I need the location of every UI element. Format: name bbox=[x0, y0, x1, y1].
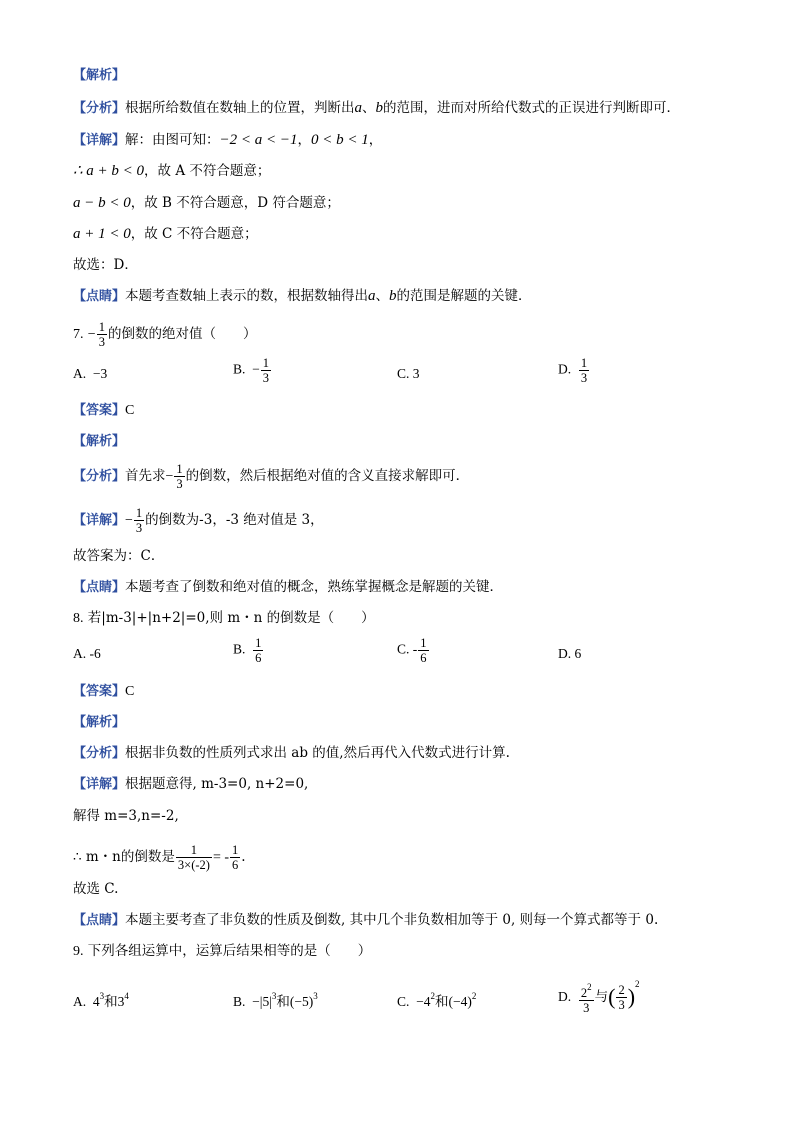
power-base: 4 bbox=[92, 994, 100, 1009]
and-word: 与 bbox=[594, 989, 609, 1004]
paren-expression: (−4) bbox=[448, 994, 472, 1009]
option-label: D. bbox=[558, 361, 572, 377]
fraction-denominator: 6 bbox=[255, 651, 262, 665]
fraction-numerator: 1 bbox=[135, 506, 143, 520]
q8-option-a: A. -6 bbox=[73, 646, 101, 661]
jiexi-tag: 【解析】 bbox=[73, 715, 126, 730]
q8-result bbox=[73, 843, 246, 872]
power-exponent: 2 bbox=[587, 982, 592, 993]
q7-option-a bbox=[73, 366, 107, 382]
q9-option-d bbox=[558, 976, 640, 1015]
q7-jiexi-heading bbox=[73, 433, 125, 450]
q8-stem-text: 若|m-3|+|n+2|=0,则 m・n 的倒数是（ ） bbox=[87, 610, 375, 626]
fraction-denominator: 3×(-2) bbox=[177, 858, 210, 872]
fraction-numerator: 1 bbox=[580, 356, 588, 370]
fraction-numerator: 1 bbox=[98, 320, 105, 334]
q6-line-a bbox=[73, 163, 270, 179]
q7-stem bbox=[73, 320, 256, 349]
option-value: −3 bbox=[92, 366, 108, 381]
fraction bbox=[174, 462, 184, 491]
q7-dianjing-text: 本题考查了倒数和绝对值的概念，熟练掌握概念是解题的关键． bbox=[125, 579, 504, 595]
fraction-numerator bbox=[579, 980, 594, 1001]
power-exponent: 3 bbox=[271, 991, 277, 1001]
q7-option-d bbox=[558, 356, 590, 385]
answer-value: C bbox=[125, 403, 135, 418]
and-word: 和 bbox=[104, 994, 118, 1009]
var-b: b bbox=[375, 100, 384, 116]
xiangjie-tag: 【详解】 bbox=[73, 133, 126, 148]
power-exponent: 2 bbox=[471, 991, 477, 1001]
q6-choice: 故选：D． bbox=[73, 257, 138, 273]
left-paren: ( bbox=[608, 984, 616, 1009]
and-word: 和 bbox=[276, 994, 290, 1009]
fraction-numerator: 1 bbox=[255, 636, 262, 650]
q8-option-b bbox=[233, 636, 264, 665]
option-label: B. bbox=[233, 641, 246, 657]
neg-sign: − bbox=[125, 513, 133, 528]
answer-value: C bbox=[125, 684, 135, 699]
q7-fenxi bbox=[73, 462, 469, 491]
q7-fenxi-pre: 首先求 bbox=[125, 468, 166, 484]
fraction-numerator: 1 bbox=[262, 356, 270, 370]
fraction-numerator: 2 bbox=[618, 983, 625, 998]
fraction bbox=[97, 320, 107, 349]
fraction bbox=[253, 636, 263, 665]
dianjing-tag: 【点睛】 bbox=[73, 580, 126, 595]
daan-tag: 【答案】 bbox=[73, 684, 126, 699]
q6-expr-b: a − b < 0 bbox=[73, 195, 131, 211]
fraction-numerator: 1 bbox=[176, 843, 212, 858]
q6-xiangjie-pre: 解：由图可知： bbox=[125, 132, 220, 148]
fraction-numerator: 1 bbox=[176, 462, 183, 476]
fraction bbox=[579, 980, 594, 1015]
q8-fenxi-text: 根据非负数的性质列式求出 ab 的值,然后再代入代数式进行计算. bbox=[125, 745, 510, 761]
power-base: −4 bbox=[416, 994, 431, 1009]
q9-option-a bbox=[73, 988, 129, 1010]
fraction bbox=[579, 356, 589, 385]
question-number: 7. bbox=[73, 327, 84, 342]
power-exponent: 2 bbox=[635, 979, 640, 989]
comma: ， bbox=[368, 132, 383, 148]
q6-expr-c: a + 1 < 0 bbox=[73, 226, 131, 242]
q7-option-b bbox=[233, 356, 272, 385]
and-word: 和 bbox=[435, 994, 449, 1009]
q8-stem bbox=[73, 610, 375, 627]
q6-range-a: −2 < a < −1 bbox=[219, 132, 298, 148]
option-label: D. bbox=[558, 989, 572, 1004]
q9-option-b bbox=[233, 988, 318, 1010]
fraction-denominator: 3 bbox=[618, 998, 625, 1013]
q8-option-c bbox=[397, 636, 430, 665]
fraction-denominator: 6 bbox=[232, 858, 239, 872]
option-label: A. bbox=[73, 994, 87, 1009]
q7-conclusion: 故答案为：C． bbox=[73, 548, 165, 564]
fraction-denominator: 3 bbox=[262, 371, 270, 385]
q6-line-c bbox=[73, 226, 258, 242]
q6-dianjing-pre: 本题考查数轴上表示的数，根据数轴得出 bbox=[125, 288, 369, 304]
fraction-denominator: 3 bbox=[98, 335, 105, 349]
power-base: 2 bbox=[580, 986, 588, 1001]
fenxi-tag: 【分析】 bbox=[73, 469, 126, 484]
q9-stem-text: 下列各组运算中，运算后结果相等的是（ ） bbox=[87, 943, 372, 959]
option-label: B. bbox=[233, 994, 246, 1009]
q7-option-c: C. 3 bbox=[397, 366, 420, 381]
paren-expression: (−5) bbox=[289, 994, 314, 1009]
q6-jiexi-heading bbox=[73, 67, 125, 84]
q6-fenxi-text: 根据所给数值在数轴上的位置，判断出 bbox=[125, 100, 355, 116]
q8-dianjing-text: 本题主要考查了非负数的性质及倒数, 其中几个非负数相加等于 0, 则每一个算式都等于 0. bbox=[125, 912, 659, 928]
option-label: C. - bbox=[397, 641, 418, 657]
dianjing-tag: 【点睛】 bbox=[73, 913, 126, 928]
var-a: a bbox=[368, 288, 376, 304]
jiexi-tag: 【解析】 bbox=[73, 68, 126, 83]
q8-xiangjie bbox=[73, 776, 308, 793]
fraction-numerator: 1 bbox=[232, 843, 239, 857]
xiangjie-tag: 【详解】 bbox=[73, 777, 126, 792]
q7-answer bbox=[73, 402, 134, 419]
q6-expr-a: ∴ a + b < 0 bbox=[73, 163, 145, 179]
fraction bbox=[261, 356, 271, 385]
daan-tag: 【答案】 bbox=[73, 403, 126, 418]
q6-fenxi bbox=[73, 100, 680, 117]
q8-xiangjie-text: 根据题意得, m-3=0, n+2=0, bbox=[125, 776, 309, 792]
q7-dianjing bbox=[73, 579, 503, 596]
q7-xiangjie-tail: 的倒数为-3，-3 绝对值是 3， bbox=[145, 512, 324, 528]
power-exponent: 3 bbox=[99, 991, 105, 1001]
q8-option-d: D. 6 bbox=[558, 646, 582, 661]
power-exponent: 3 bbox=[313, 991, 318, 1001]
fraction bbox=[134, 506, 144, 535]
dianjing-tag: 【点睛】 bbox=[73, 289, 126, 304]
power-exponent: 4 bbox=[124, 991, 129, 1001]
jiexi-tag: 【解析】 bbox=[73, 434, 126, 449]
equals-neg: = - bbox=[212, 850, 229, 865]
fraction bbox=[616, 983, 626, 1012]
fraction bbox=[230, 843, 240, 872]
option-label: C. bbox=[397, 994, 410, 1009]
q7-xiangjie bbox=[73, 506, 324, 535]
fraction-denominator: 3 bbox=[135, 521, 143, 535]
fraction-denominator: 3 bbox=[176, 477, 183, 491]
q8-answer bbox=[73, 683, 134, 700]
power-exponent: 2 bbox=[430, 991, 436, 1001]
var-b: b bbox=[389, 288, 397, 304]
q7-stem-text: 的倒数的绝对值（ ） bbox=[107, 326, 257, 342]
q8-solve: 解得 m=3,n=-2, bbox=[73, 808, 179, 824]
fraction-denominator: 3 bbox=[580, 371, 588, 385]
option-label: A. bbox=[73, 366, 87, 381]
neg-sign: − bbox=[165, 469, 174, 484]
neg-sign: − bbox=[252, 361, 260, 377]
fenxi-tag: 【分析】 bbox=[73, 101, 126, 116]
q6-dianjing-tail: 的范围是解题的关键． bbox=[396, 288, 532, 304]
q9-option-c bbox=[397, 988, 476, 1010]
q6-line-b bbox=[73, 195, 340, 211]
q6-text-b: ，故 B 不符合题意，D 符合题意； bbox=[130, 195, 340, 211]
separator: 、 bbox=[375, 288, 390, 304]
question-number: 9. bbox=[73, 944, 84, 959]
q6-xiangjie bbox=[73, 132, 382, 149]
q6-text-a: ，故 A 不符合题意； bbox=[144, 163, 271, 179]
q6-fenxi-tail: 的范围，进而对所给代数式的正误进行判断即可． bbox=[383, 100, 681, 116]
q6-text-c: ，故 C 不符合题意； bbox=[130, 226, 258, 242]
separator: 、 bbox=[362, 100, 376, 116]
abs-expression: −|5| bbox=[252, 994, 272, 1009]
question-number: 8. bbox=[73, 611, 84, 626]
fraction bbox=[176, 843, 212, 872]
q6-dianjing bbox=[73, 288, 532, 305]
q8-result-pre: ∴ m・n的倒数是 bbox=[73, 849, 175, 865]
q8-choice: 故选 C. bbox=[73, 881, 119, 897]
fraction bbox=[418, 636, 428, 665]
fenxi-tag: 【分析】 bbox=[73, 746, 126, 761]
q9-stem bbox=[73, 943, 371, 960]
q7-fenxi-tail: 的倒数，然后根据绝对值的含义直接求解即可． bbox=[185, 468, 470, 484]
var-a: a bbox=[354, 100, 363, 116]
q8-dianjing bbox=[73, 912, 658, 929]
q8-fenxi bbox=[73, 745, 510, 762]
fraction-denominator: 3 bbox=[583, 1001, 590, 1016]
power-base: 3 bbox=[117, 994, 125, 1009]
comma: ， bbox=[297, 132, 312, 148]
xiangjie-tag: 【详解】 bbox=[73, 513, 126, 528]
neg-sign: − bbox=[87, 327, 96, 342]
right-paren: ) bbox=[627, 984, 636, 1009]
period: . bbox=[241, 849, 246, 865]
q6-range-b: 0 < b < 1 bbox=[311, 132, 369, 148]
fraction-numerator: 1 bbox=[420, 636, 427, 650]
option-label: B. bbox=[233, 361, 246, 377]
fraction-denominator: 6 bbox=[420, 651, 427, 665]
q8-jiexi-heading bbox=[73, 714, 125, 731]
